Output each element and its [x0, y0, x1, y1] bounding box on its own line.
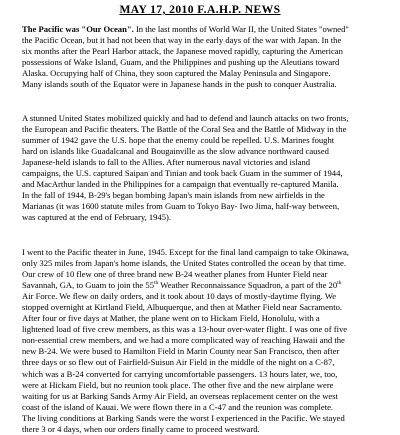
paragraph-line: Japanese-held islands to fall to the Allies. After numerous naval victories and island: [22, 157, 311, 168]
paragraph-line: campaigns, the U.S. captured Saipan and Tinian and took back Guam in the summer of 1944,: [22, 168, 343, 179]
paragraph-line: only 325 miles from Japan's home islands, the United States controlled the ocean by that time.: [22, 258, 346, 269]
paragraph-line: were at Hickam Field, but no reunion took place. The other five and the new airplane were: [22, 379, 334, 390]
paragraph-line: the European and Pacific theaters. The Battle of the Coral Sea and the Battle of Midway in the: [22, 124, 347, 135]
newsletter-title: MAY 17, 2010 F.A.H.P. NEWS: [119, 3, 281, 16]
paragraph-line: [22, 280, 378, 291]
paragraph-line: coast of the island of Kauai. We were flown there in a C-47 and the reunion was complete.: [22, 401, 334, 412]
paragraph-line: stopped overnight at Kirtland Field, Albuquerque, and then at Mather Field near Sacramento.: [22, 302, 343, 313]
paragraph-line: there 3 or 4 days, when our orders finally came to proceed westward.: [22, 423, 260, 434]
paragraph-line: the Pacific Ocean, but it had not been that way in the early days of the war with Japan. In the: [22, 35, 342, 46]
paragraph-line: I went to the Pacific theater in June, 1945. Except for the final land campaign to take Okinawa,: [22, 247, 349, 257]
paragraph-line: non-essential crew members, and we had a more complicated way of reaching Hawaii and the: [22, 335, 345, 346]
paragraph-line: possessions of Wake Island, Guam, and the Philippines and pushing up the Aleutians toward: [22, 57, 340, 68]
ordinal-superscript: th: [154, 280, 159, 287]
line-text: Savannah, GA, to Guam to join the 55: [22, 280, 154, 291]
paragraph-line: Alaska. Occupying half of China, they soon captured the Malay Peninsula and Singapore.: [22, 68, 331, 79]
paragraph-line: In the fall of 1944, B-29's began bombing Japan's main islands from new airfields in the: [22, 190, 325, 201]
paragraph-line: new B-24. We were bused to Hamilton Field in Marin County near San Francisco, then after: [22, 346, 340, 357]
paragraph-line: which was a B-24 converted for carrying uncomfortable passengers. 13 hours later, we, too,: [22, 368, 338, 379]
paragraph-us-mobilization: [22, 113, 378, 223]
lead-heading: The Pacific was "Our Ocean".: [22, 24, 134, 34]
paragraph-line: Many islands south of the Equator were in Japanese hands in the push to conquer Australia.: [22, 79, 337, 90]
paragraph-line: Marianas (it was 1600 statute miles from Guam to Tokyo Bay- Iwo Jima, half-way between,: [22, 201, 340, 212]
paragraph-line: and MacArthur landed in the Philippines for a campaign that eventually re-captured Manila.: [22, 179, 339, 190]
paragraph-line: After four or five days at Mather, the plane went on to Hickam Field, Honolulu, with a: [22, 313, 320, 324]
paragraph-line: hard on islands like Guadalcanal and Bougainville as the slow advance northward caused: [22, 146, 329, 157]
paragraph-line: six months after the Pearl Harbor attack, the Japanese moved rapidly, capturing the American: [22, 46, 343, 57]
paragraph-line: waiting for us at Barking Sands Army Air Field, an overseas replacement center on the west: [22, 390, 338, 401]
paragraph-line: [22, 24, 378, 35]
paragraph-line: The living conditions at Barking Sands were the worst I experienced in the Pacific. We stayed: [22, 412, 345, 423]
paragraph-pacific-theater-journey: [22, 247, 378, 435]
paragraph-line: summer of 1942 gave the U.S. hope that the enemy could be repelled. U.S. Marines fought: [22, 135, 335, 146]
ordinal-superscript: th: [337, 280, 342, 287]
line-text: In the last months of World War II, the United States "owned": [133, 24, 349, 34]
line-text: Weather Reconnaissance Squadron, a part of the 20: [158, 280, 338, 291]
paragraph-line: Our crew of 10 flew one of three brand new B-24 weather planes from Hunter Field near: [22, 269, 328, 280]
paragraph-pacific-ocean: [22, 24, 378, 90]
paragraph-line: lightened load of five crew members, as this was a 13-hour over-water flight. I was one of five: [22, 324, 348, 335]
paragraph-line: Air Force. We flew on daily orders, and it took about 10 days of mostly-daytime flying. We: [22, 291, 337, 302]
paragraph-line: three days or so flew out of Fairfield-Suisun Air Field in the middle of the night on a C-87,: [22, 357, 335, 368]
paragraph-line: A stunned United States mobilized quickly and had to defend and launch attacks on two fronts,: [22, 113, 349, 123]
paragraph-line: was captured at the end of February, 1945).: [22, 212, 172, 223]
